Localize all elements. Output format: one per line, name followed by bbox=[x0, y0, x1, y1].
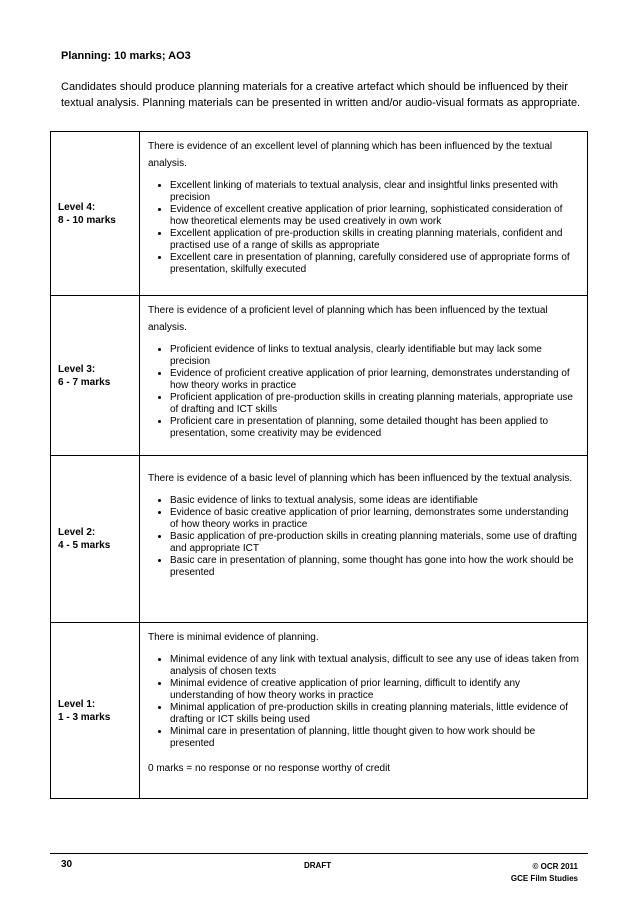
descriptor-cell bbox=[140, 623, 588, 799]
criterion-item: • Minimal application of pre-production skills in creating planning materials, little evidence of drafting or ICT skills being used bbox=[170, 702, 579, 726]
zero-marks-note: 0 marks = no response or no response worthy of credit bbox=[148, 763, 391, 774]
level-marks: 1 - 3 marks bbox=[58, 711, 111, 723]
level-cell bbox=[51, 132, 140, 296]
criterion-item: • Excellent linking of materials to textual analysis, clear and insightful links presented with precision bbox=[170, 180, 579, 204]
descriptor-cell bbox=[140, 296, 588, 456]
descriptor-cell bbox=[140, 132, 588, 296]
level-name: Level 3: bbox=[58, 363, 96, 375]
criterion-item: • Evidence of proficient creative application of prior learning, demonstrates understanding of how theory works in practice bbox=[170, 368, 579, 392]
level-row bbox=[51, 132, 588, 296]
criterion-item: • Basic application of pre-production skills in creating planning materials, some use of drafting and appropriate ICT bbox=[170, 531, 579, 555]
criterion-item: • Proficient evidence of links to textual analysis, clearly identifiable but may lack some precision bbox=[170, 344, 579, 368]
footer-credit bbox=[511, 861, 578, 885]
copyright-notice: © OCR 2011 bbox=[532, 862, 578, 871]
descriptor-cell bbox=[140, 456, 588, 623]
draft-label: DRAFT bbox=[304, 861, 332, 870]
level-row bbox=[51, 623, 588, 799]
page-number: 30 bbox=[61, 859, 73, 870]
criterion-item: • Excellent application of pre-production skills in creating planning materials, confident and practised use of a range of skills as appropriate bbox=[170, 228, 579, 252]
footer-divider bbox=[50, 853, 588, 854]
level-lead: There is evidence of a basic level of planning which has been influenced by the textual analysis. bbox=[148, 473, 573, 484]
criterion-item: • Proficient application of pre-production skills in creating planning materials, appropriate use of drafting and ICT skills bbox=[170, 392, 579, 416]
criteria-list bbox=[148, 654, 579, 750]
level-cell bbox=[51, 623, 140, 799]
level-cell bbox=[51, 296, 140, 456]
level-row bbox=[51, 296, 588, 456]
criterion-item: • Basic evidence of links to textual analysis, some ideas are identifiable bbox=[170, 495, 579, 507]
criteria-list bbox=[148, 180, 579, 276]
criterion-item: • Minimal evidence of any link with textual analysis, difficult to see any use of ideas taken from analysis of chosen texts bbox=[170, 654, 579, 678]
criterion-item: • Proficient care in presentation of planning, some detailed thought has been applied to presentation, some creativity may be evidenced bbox=[170, 416, 579, 440]
criterion-item: • Minimal evidence of creative application of prior learning, difficult to identify any understanding of how theory works in practice bbox=[170, 678, 579, 702]
level-cell bbox=[51, 456, 140, 623]
level-name: Level 4: bbox=[58, 201, 96, 213]
level-marks: 6 - 7 marks bbox=[58, 376, 111, 388]
criterion-item: • Evidence of excellent creative application of prior learning, sophisticated consideration of how theoretical elements may be used creatively in own work bbox=[170, 204, 579, 228]
level-marks: 4 - 5 marks bbox=[58, 540, 111, 551]
level-marks: 8 - 10 marks bbox=[58, 214, 116, 226]
level-row bbox=[51, 456, 588, 623]
criterion-item: • Evidence of basic creative application of prior learning, demonstrates some understanding of how theory works in practice bbox=[170, 507, 579, 531]
criterion-item: • Basic care in presentation of planning, some thought has gone into how the work should be presented bbox=[170, 555, 579, 579]
mark-scheme-table bbox=[50, 131, 588, 799]
level-lead: There is evidence of a proficient level of planning which has been influenced by the textual analysis. bbox=[148, 305, 548, 333]
criteria-list bbox=[148, 344, 579, 440]
page-heading: Planning: 10 marks; AO3 bbox=[61, 50, 191, 62]
level-name: Level 1: bbox=[58, 698, 96, 710]
criterion-item: • Excellent care in presentation of planning, carefully considered use of appropriate forms of presentation, skilfully executed bbox=[170, 252, 579, 276]
intro-paragraph: Candidates should produce planning materials for a creative artefact which should be influenced by their textual analysis. Planning materials can be presented in written and/or audio-visual formats as appropriate. bbox=[61, 81, 581, 109]
level-lead: There is evidence of an excellent level of planning which has been influenced by the textual analysis. bbox=[148, 141, 553, 169]
criteria-list bbox=[148, 495, 579, 579]
level-lead: There is minimal evidence of planning. bbox=[148, 632, 319, 643]
level-name: Level 2: bbox=[58, 527, 96, 538]
criterion-item: • Minimal care in presentation of planning, little thought given to how work should be presented bbox=[170, 726, 579, 750]
subject-name: GCE Film Studies bbox=[510, 874, 578, 883]
